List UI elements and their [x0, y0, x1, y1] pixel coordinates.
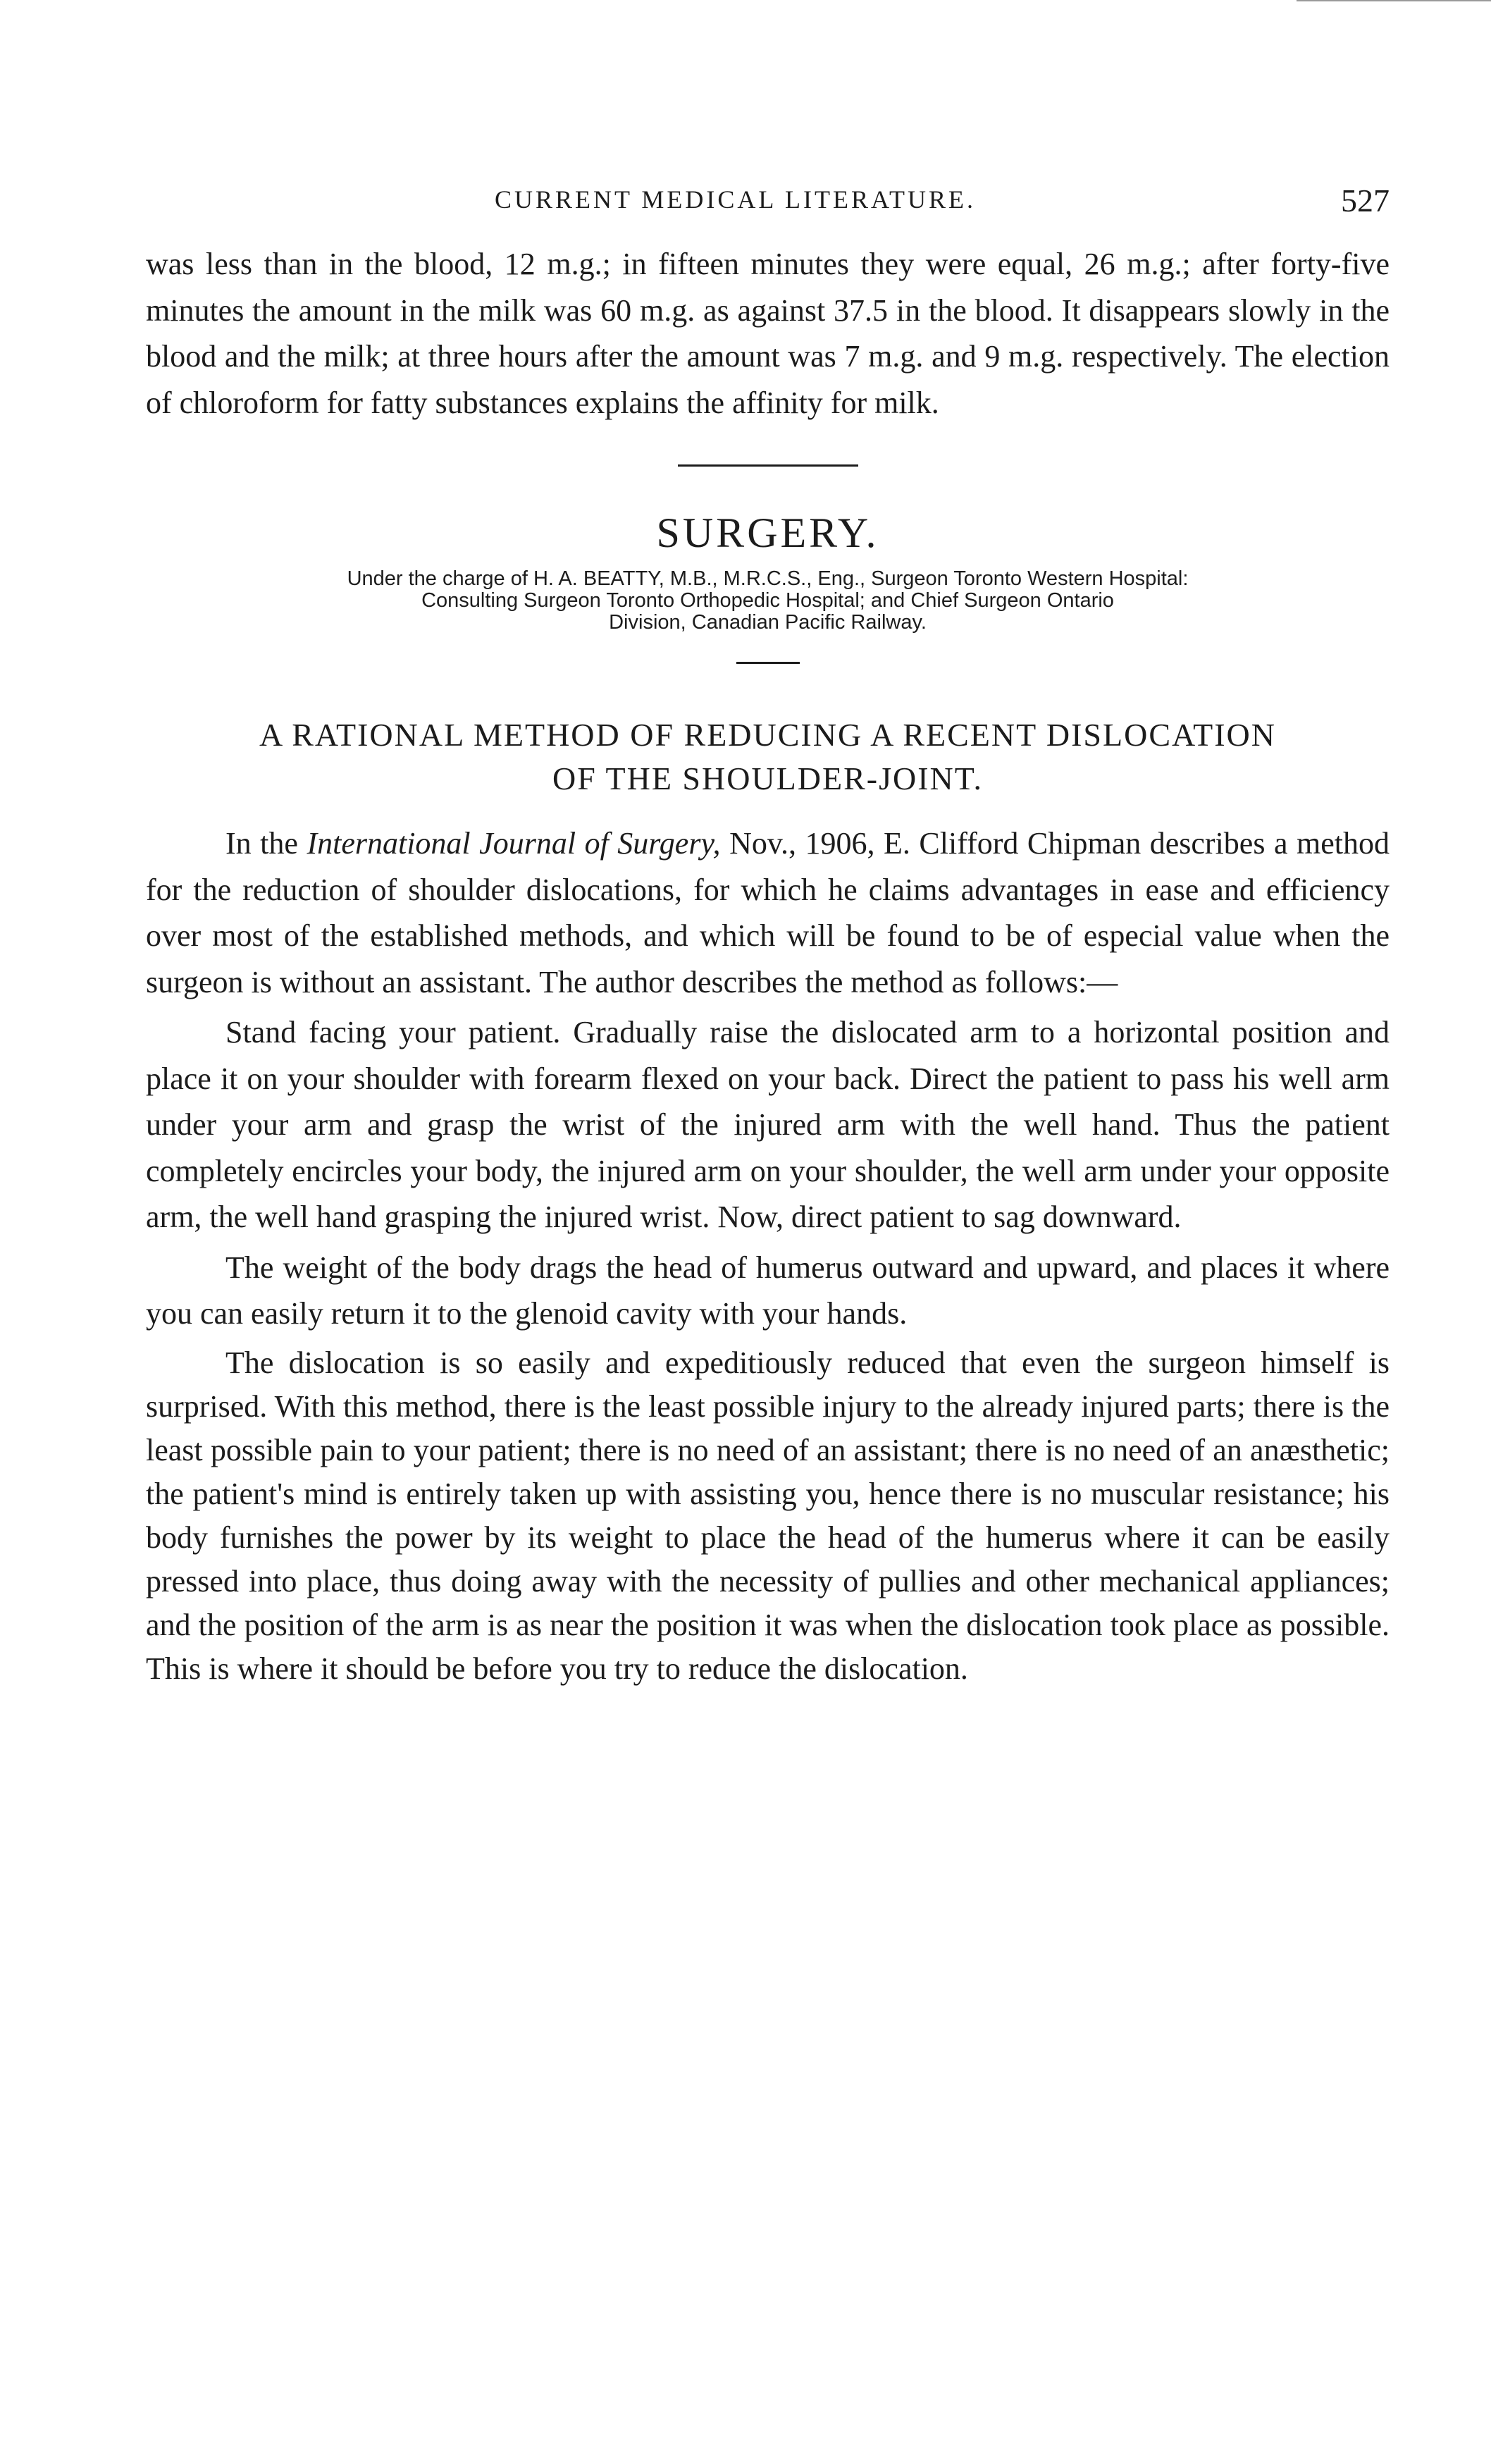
- editor-note-line: Under the charge of H. A. BEATTY, M.B., M.R.C.S., Eng., Surgeon Toronto Western Hospital:: [347, 567, 1189, 590]
- section-editor-note: [146, 568, 1390, 634]
- running-head: [146, 182, 1390, 224]
- editor-note-line: Consulting Surgeon Toronto Orthopedic Hospital; and Chief Surgeon Ontario: [421, 589, 1114, 612]
- top-edge-rule: [1297, 0, 1491, 1]
- section-divider: [678, 464, 858, 467]
- section-title: SURGERY.: [656, 510, 879, 556]
- article-title-line: OF THE SHOULDER-JOINT.: [552, 760, 983, 796]
- mechanism-paragraph: The weight of the body drags the head of humerus outward and upward, and places it where you can easily return it to the glenoid cavity with your hands.: [146, 1250, 1390, 1331]
- article-title-line: A RATIONAL METHOD OF REDUCING A RECENT DISLOCATION: [259, 717, 1276, 753]
- journal-page: [146, 182, 1390, 1691]
- continuation-paragraph: was less than in the blood, 12 m.g.; in fifteen minutes they were equal, 26 m.g.; after forty-five minutes the amount in the milk was 60 m.g. as against 37.5 in the blood. It disappears slowly in the blood and the milk; at three hours after the amount was 7 m.g. and 9 m.g. respectively. The election of chloroform for fatty substances explains the affinity for milk.: [146, 247, 1390, 420]
- article-title: [146, 713, 1390, 801]
- editor-note-line: Division, Canadian Pacific Railway.: [609, 611, 927, 634]
- intro-text-before: In the: [225, 826, 307, 861]
- intro-text-after: Nov., 1906, E. Clifford Chipman describes a method for the reduction of shoulder dislocations, for which he claims advantages in ease and efficiency over most of the established methods, and which will be found to be of especial value when the surgeon is without an assistant. The author describes the method as follows:—: [146, 826, 1390, 999]
- running-title: CURRENT MEDICAL LITERATURE.: [495, 185, 976, 214]
- method-paragraph: Stand facing your patient. Gradually raise the dislocated arm to a horizontal position and place it on your shoulder with forearm flexed on your back. Direct the patient to pass his well arm under your arm and grasp the wrist of the injured arm with the well hand. Thus the patient completely encircles your body, the injured arm on your shoulder, the well arm under your opposite arm, the well hand grasping the injured wrist. Now, direct patient to sag downward.: [146, 1015, 1390, 1234]
- article-intro-paragraph: [146, 820, 1390, 1005]
- short-divider: [736, 662, 800, 664]
- page-number: 527: [1341, 183, 1390, 218]
- advantages-paragraph: The dislocation is so easily and expeditiously reduced that even the surgeon himself is surprised. With this method, there is the least possible injury to the already injured parts; there is the least possible pain to your patient; there is no need of an assistant; there is no need of an anæsthetic; the patient's mind is entirely taken up with assisting you, hence there is no muscular resistance; his body furnishes the power by its weight to place the head of the humerus where it can be easily pressed into place, thus doing away with the necessity of pullies and other mechanical appliances; and the position of the arm is as near the position it was when the dislocation took place as possible. This is where it should be before you try to reduce the dislocation.: [146, 1345, 1390, 1686]
- journal-name: International Journal of Surgery,: [307, 826, 721, 861]
